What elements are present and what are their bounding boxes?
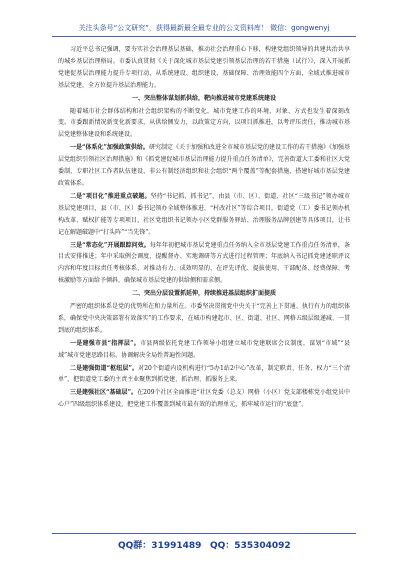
body-paragraph bbox=[58, 191, 350, 239]
paragraph-text: 每年年初把城市基层党建重点任务纳入全市基层党建工作重点任务清单，条目式安排推进；年中采取例会调度、提醒督办、实地调研等方式进行过程管理；年底纳入书记抓党建述职评议内容和年度目标责任考核体系，对推动有力、成效明显的，在评先评优、提拔使用、干部配备、经费保障、考核激励等方面给予倾斜，确保城市基层党建的供给侧和需求侧。 bbox=[58, 241, 350, 285]
paragraph-text: 研究制定《关于加强和改进全市城市基层党的建设工作的若干措施》《加强基层党组织引领社区治理措施》和《抓党建促城市基层治理能力提升重点任务清单》，完善街道大工委和社区大党委制、专职社区工作者队伍建设、非公有制经济组织和社会组织“两个覆盖”等配套措施，搭建好城市基层党建政策体系。 bbox=[58, 144, 350, 187]
body-paragraph bbox=[58, 338, 350, 362]
footer-qq-contact: QQ：535304092 bbox=[210, 541, 291, 551]
paragraph-text: 在209个社区全面推进“社区党委（总支）网格（小区）党支部楼栋党小组党员中心户”四级组织体系建设，把党建工作覆盖到城市最有效的治理单元，抓牢城市运行的“底盘”。 bbox=[58, 389, 350, 409]
paragraph-text: 市县两级依托党建工作领导小组建立城市党建联席会议制度，谋划“市域”“县域”城市党建思路目标，协调解决全局性普遍性问题。 bbox=[58, 339, 350, 359]
paragraph-text: 习近平总书记强调，要夯实社会治理基层基础，推动社会治理重心下移，构建党组织领导的共建共治共享的城乡基层治理格局。市委认真贯彻《关于深化城市基层党建引领基层治理的若干措施（试行）》，深入开展抓党建促基层治理能力提升专项行动，从系统建设、组织建设、基础保障、治理效能四个方面，全域式推进城市基层党建，全方位提升基层治理能力。 bbox=[58, 46, 350, 89]
body-paragraph bbox=[58, 387, 350, 411]
paragraph-lead: 一是“体系化”加强政策供给。 bbox=[70, 144, 149, 152]
paragraph-lead: 一是建强市县“指挥层”。 bbox=[70, 339, 141, 347]
footer-qq-group: QQ群：31991489 bbox=[118, 541, 202, 551]
paragraph-lead: 二是“项目化”推进重点破题。 bbox=[70, 192, 151, 200]
header-divider bbox=[52, 36, 356, 37]
body-paragraph bbox=[58, 240, 350, 288]
body-paragraph bbox=[58, 363, 350, 387]
paragraph-lead: 二是建强街道“枢纽层”。 bbox=[70, 364, 139, 372]
paragraph-lead: 三是建强社区“基础层”。 bbox=[70, 389, 138, 397]
body-paragraph bbox=[58, 301, 350, 337]
body-paragraph bbox=[58, 142, 350, 190]
paragraph-lead: 三是“常态化”开展跟踪问效。 bbox=[70, 241, 150, 249]
section-heading: 一、突出整体谋划抓供给，靶向推进城市党建系统建设 bbox=[131, 94, 276, 102]
paragraph-text: 严密的组织体系是党的优势所在和力量所在。市委坚决贯彻党中央关于“完善上下贯通、执行有力的组织体系，确保党中央决策部署有效落实”的工作要求，在城市构建起市、区、街道、社区、网格五级层级递减、一贯到底的组织体系。 bbox=[58, 303, 350, 334]
paragraph-text: 坚持“书记抓、抓书记”，由县（市、区）、街道、社区“三级书记”领办城市基层党建项目，县（市、区）委书记领办全域整体推进、“村改社区”等综合项目，街道党（工）委书记领办机构改革、赋权扩能等专项项目，社区党组织书记领办小区党群服务驿站、治理服务品牌创建等具体项目，让书记在解题破题中“打头阵”“当先锋”。 bbox=[58, 192, 350, 236]
footer-divider bbox=[52, 533, 356, 534]
document-body bbox=[58, 44, 350, 412]
paragraph-text: 对20个街道内设机构进行“5办1站2中心”改革，制定职责、任务、权力“三个清单”，把街道党工委的主责主业聚焦到抓党建、抓治理、抓服务上来。 bbox=[58, 364, 351, 384]
section-heading: 二、突出分层设置抓延伸，持续推进基层组织扩面提质 bbox=[131, 290, 276, 298]
body-paragraph bbox=[58, 44, 350, 92]
header-banner: 关注头条号“公文研究”，获得最新最全最专业的公文资料库！ 微信：gongwenyj bbox=[78, 24, 330, 32]
body-paragraph bbox=[58, 106, 350, 142]
paragraph-text: 随着城市社会群体结构和社会组织架构的不断变化，城市党建工作的环境、对象、方式也发生着深刻改变。市委跟新情况新变化新要求，从供给侧发力，以政策定方向，以项目抓推进，以考评压责任，推动城市基层党建整体建设和系统建设。 bbox=[58, 107, 350, 139]
